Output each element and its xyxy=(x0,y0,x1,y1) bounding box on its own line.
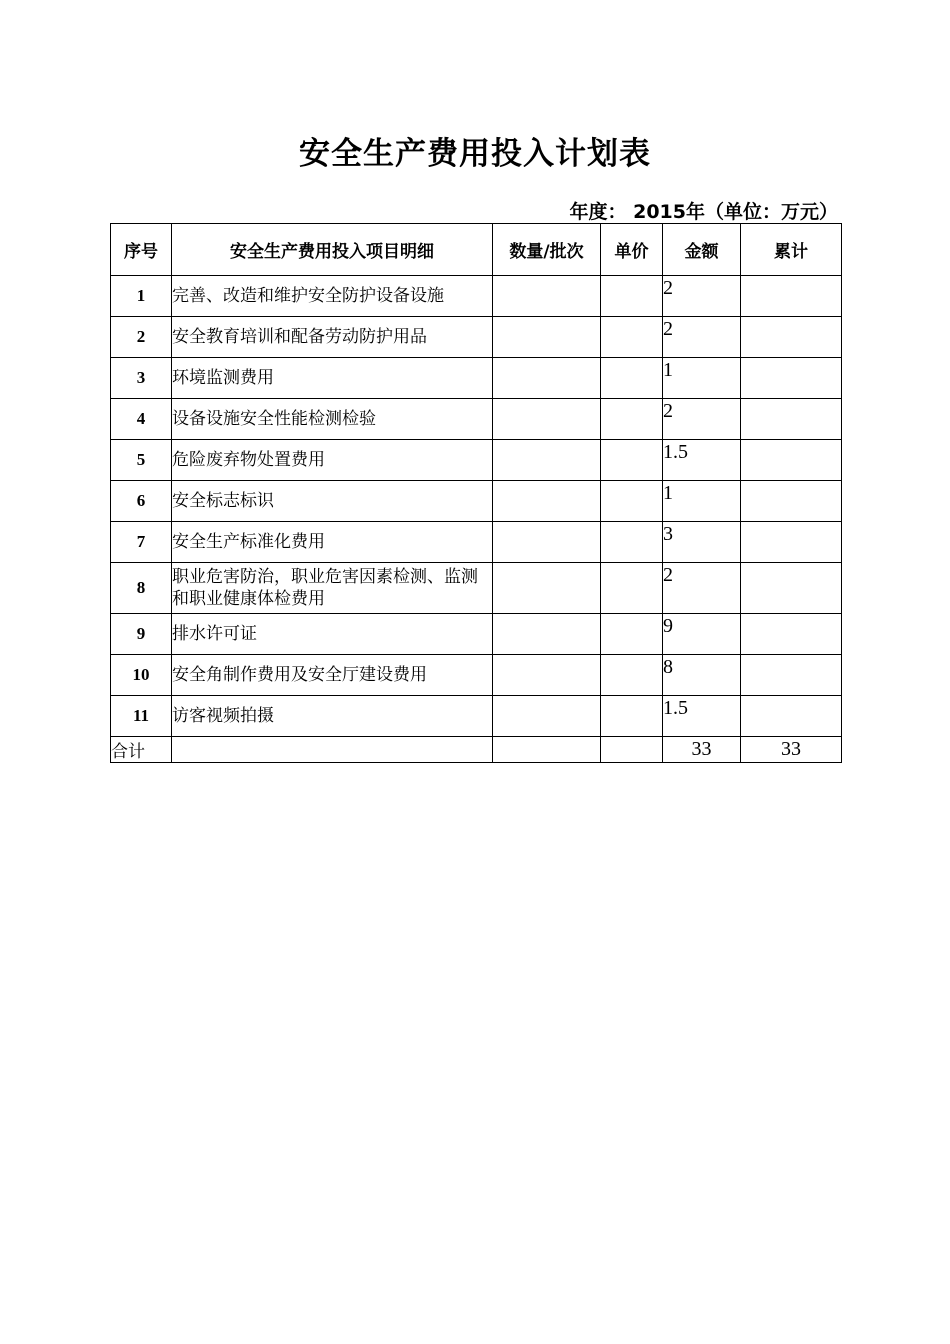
table-row xyxy=(111,399,842,440)
row-price xyxy=(601,358,663,399)
total-cumulative: 33 xyxy=(741,737,842,763)
row-qty xyxy=(493,696,601,737)
row-qty xyxy=(493,481,601,522)
table-header-row xyxy=(111,224,842,276)
header-item: 安全生产费用投入项目明细 xyxy=(172,224,493,276)
row-item: 安全角制作费用及安全厅建设费用 xyxy=(172,655,493,696)
header-amount: 金额 xyxy=(663,224,741,276)
row-no: 11 xyxy=(111,696,172,737)
row-item: 安全生产标准化费用 xyxy=(172,522,493,563)
header-cumulative: 累计 xyxy=(741,224,842,276)
row-cumulative xyxy=(741,696,842,737)
table-row xyxy=(111,522,842,563)
row-item: 完善、改造和维护安全防护设备设施 xyxy=(172,276,493,317)
row-amount: 2 xyxy=(663,317,741,358)
page-title: 安全生产费用投入计划表 xyxy=(299,136,651,172)
row-no: 9 xyxy=(111,614,172,655)
row-price xyxy=(601,696,663,737)
row-amount: 2 xyxy=(663,399,741,440)
row-amount: 1.5 xyxy=(663,440,741,481)
row-amount: 1.5 xyxy=(663,696,741,737)
row-cumulative xyxy=(741,481,842,522)
row-qty xyxy=(493,276,601,317)
row-qty xyxy=(493,655,601,696)
row-cumulative xyxy=(741,440,842,481)
row-amount: 3 xyxy=(663,522,741,563)
header-price: 单价 xyxy=(601,224,663,276)
row-item: 职业危害防治，职业危害因素检测、监测和职业健康体检费用 xyxy=(172,563,493,614)
row-price xyxy=(601,563,663,614)
table-row xyxy=(111,614,842,655)
row-item: 安全标志标识 xyxy=(172,481,493,522)
year-unit-label: 年度： 2015年（单位：万元） xyxy=(569,201,838,223)
total-amount: 33 xyxy=(663,737,741,763)
row-qty xyxy=(493,317,601,358)
row-qty xyxy=(493,440,601,481)
row-price xyxy=(601,440,663,481)
row-qty xyxy=(493,522,601,563)
row-qty xyxy=(493,563,601,614)
table-row xyxy=(111,276,842,317)
table-row xyxy=(111,655,842,696)
total-label: 合计 xyxy=(111,737,172,763)
header-no: 序号 xyxy=(111,224,172,276)
row-amount: 8 xyxy=(663,655,741,696)
row-no: 5 xyxy=(111,440,172,481)
row-cumulative xyxy=(741,317,842,358)
table-row xyxy=(111,440,842,481)
row-qty xyxy=(493,399,601,440)
table-row xyxy=(111,481,842,522)
row-price xyxy=(601,614,663,655)
row-item: 安全教育培训和配备劳动防护用品 xyxy=(172,317,493,358)
row-no: 10 xyxy=(111,655,172,696)
row-item: 访客视频拍摄 xyxy=(172,696,493,737)
total-price xyxy=(601,737,663,763)
row-qty xyxy=(493,614,601,655)
row-cumulative xyxy=(741,276,842,317)
row-no: 1 xyxy=(111,276,172,317)
row-amount: 1 xyxy=(663,481,741,522)
row-price xyxy=(601,399,663,440)
row-item: 排水许可证 xyxy=(172,614,493,655)
table-row xyxy=(111,696,842,737)
row-cumulative xyxy=(741,614,842,655)
row-cumulative xyxy=(741,655,842,696)
row-amount: 9 xyxy=(663,614,741,655)
row-price xyxy=(601,481,663,522)
table-row xyxy=(111,358,842,399)
row-price xyxy=(601,276,663,317)
row-no: 3 xyxy=(111,358,172,399)
row-amount: 1 xyxy=(663,358,741,399)
row-price xyxy=(601,655,663,696)
row-cumulative xyxy=(741,358,842,399)
row-no: 6 xyxy=(111,481,172,522)
row-amount: 2 xyxy=(663,563,741,614)
budget-table xyxy=(110,223,842,763)
row-cumulative xyxy=(741,563,842,614)
row-price xyxy=(601,522,663,563)
row-item: 危险废弃物处置费用 xyxy=(172,440,493,481)
total-item xyxy=(172,737,493,763)
row-no: 7 xyxy=(111,522,172,563)
total-row xyxy=(111,737,842,763)
row-no: 8 xyxy=(111,563,172,614)
row-qty xyxy=(493,358,601,399)
row-item: 环境监测费用 xyxy=(172,358,493,399)
header-qty: 数量/批次 xyxy=(493,224,601,276)
row-no: 2 xyxy=(111,317,172,358)
table-row xyxy=(111,317,842,358)
row-cumulative xyxy=(741,399,842,440)
row-price xyxy=(601,317,663,358)
row-cumulative xyxy=(741,522,842,563)
row-amount: 2 xyxy=(663,276,741,317)
table-row xyxy=(111,563,842,614)
row-item: 设备设施安全性能检测检验 xyxy=(172,399,493,440)
row-no: 4 xyxy=(111,399,172,440)
total-qty xyxy=(493,737,601,763)
